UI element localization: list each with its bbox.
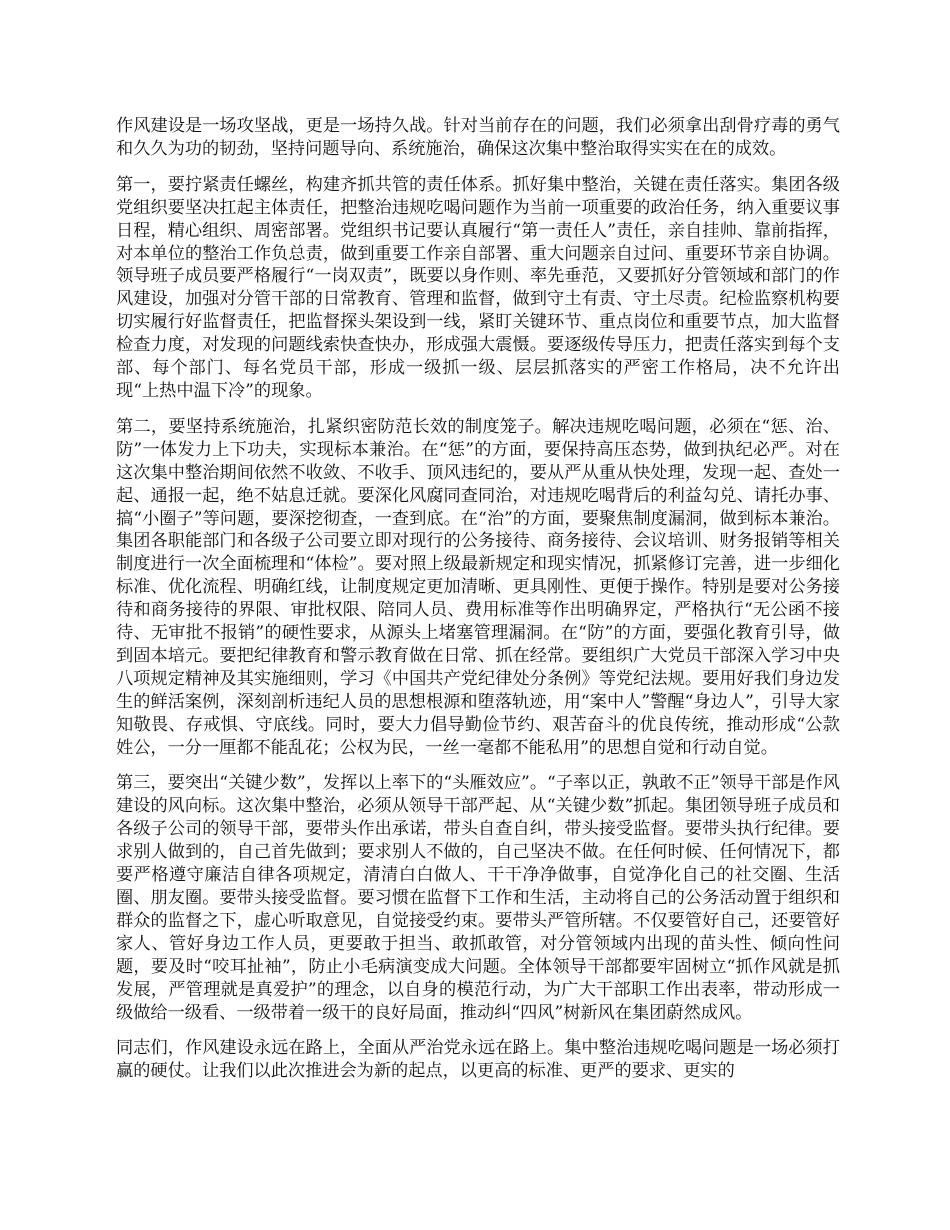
- paragraph-second-point: 第二，要坚持系统施治，扎紧织密防范长效的制度笼子。解决违规吃喝问题，必须在“惩、治、防”一体发力上下功夫，实现标本兼治。在“惩”的方面，要保持高压态势，做到执纪必严。对在这次集中整治期间依然不收敛、不收手、顶风违纪的，要从严从重从快处理，发现一起、查处一起、通报一起，绝不姑息迁就。要深化风腐同查同治，对违规吃喝背后的利益勾兑、请托办事、搞“小圈子”等问题，要深挖彻查，一查到底。在“治”的方面，要聚焦制度漏洞，做到标本兼治。集团各职能部门和各级子公司要立即对现行的公务接待、商务接待、会议培训、财务报销等相关制度进行一次全面梳理和“体检”。要对照上级最新规定和现实情况，抓紧修订完善，进一步细化标准、优化流程、明确红线，让制度规定更加清晰、更具刚性、更便于操作。特别是要对公务接待和商务接待的界限、审批权限、陪同人员、费用标准等作出明确界定，严格执行“无公函不接待、无审批不报销”的硬性要求，从源头上堵塞管理漏洞。在“防”的方面，要强化教育引导，做到固本培元。要把纪律教育和警示教育做在日常、抓在经常。要组织广大党员干部深入学习中央八项规定精神及其实施细则，学习《中国共产党纪律处分条例》等党纪法规。要用好我们身边发生的鲜活案例，深刻剖析违纪人员的思想根源和堕落轨迹，用“案中人”警醒“身边人”，引导大家知敬畏、存戒惧、守底线。同时，要大力倡导勤俭节约、艰苦奋斗的优良传统，推动形成“公款姓公，一分一厘都不能乱花；公权为民，一丝一毫都不能私用”的思想自觉和行动自觉。: [116, 416, 840, 758]
- paragraph-third-point: 第三，要突出“关键少数”，发挥以上率下的“头雁效应”。“子率以正，孰敢不正”领导干部是作风建设的风向标。这次集中整治，必须从领导干部严起、从“关键少数”抓起。集团领导班子成员和各级子公司的领导干部，要带头作出承诺，带头自查自纠，带头接受监督。要带头执行纪律。要求别人做到的，自己首先做到；要求别人不做的，自己坚决不做。在任何时候、任何情况下，都要严格遵守廉洁自律各项规定，清清白白做人、干干净净做事，自觉净化自己的社交圈、生活圈、朋友圈。要带头接受监督。要习惯在监督下工作和生活，主动将自己的公务活动置于组织和群众的监督之下，虚心听取意见，自觉接受约束。要带头严管所辖。不仅要管好自己，还要管好家人、管好身边工作人员，更要敢于担当、敢抓敢管，对分管领域内出现的苗头性、倾向性问题，要及时“咬耳扯袖”，防止小毛病演变成大问题。全体领导干部都要牢固树立“抓作风就是抓发展，严管理就是真爱护”的理念，以自身的模范行动，为广大干部职工作出表率，带动形成一级做给一级看、一级带着一级干的良好局面，推动纠“四风”树新风在集团蔚然成风。: [116, 773, 840, 1023]
- paragraph-intro: 作风建设是一场攻坚战，更是一场持久战。针对当前存在的问题，我们必须拿出刮骨疗毒的勇气和久久为功的韧劲，坚持问题导向、系统施治，确保这次集中整治取得实实在在的成效。: [116, 116, 840, 159]
- paragraph-first-point: 第一，要拧紧责任螺丝，构建齐抓共管的责任体系。抓好集中整治，关键在责任落实。集团各级党组织要坚决扛起主体责任，把整治违规吃喝问题作为当前一项重要的政治任务，纳入重要议事日程，精心组织、周密部署。党组织书记要认真履行“第一责任人”责任，亲自挂帅、靠前指挥，对本单位的整治工作负总责，做到重要工作亲自部署、重大问题亲自过问、重要环节亲自协调。领导班子成员要严格履行“一岗双责”，既要以身作则、率先垂范，又要抓好分管领域和部门的作风建设，加强对分管干部的日常教育、管理和监督，做到守土有责、守土尽责。纪检监察机构要切实履行好监督责任，把监督探头架设到一线，紧盯关键环节、重点岗位和重要节点，加大监督检查力度，对发现的问题线索快查快办，形成强大震慑。要逐级传导压力，把责任落实到每个支部、每个部门、每名党员干部，形成一级抓一级、层层抓落实的严密工作格局，决不允许出现“上热中温下冷”的现象。: [116, 174, 840, 401]
- document-body: [116, 115, 840, 1096]
- paragraph-closing: 同志们，作风建设永远在路上，全面从严治党永远在路上。集中整治违规吃喝问题是一场必须打赢的硬仗。让我们以此次推进会为新的起点，以更高的标准、更严的要求、更实的: [116, 1038, 840, 1082]
